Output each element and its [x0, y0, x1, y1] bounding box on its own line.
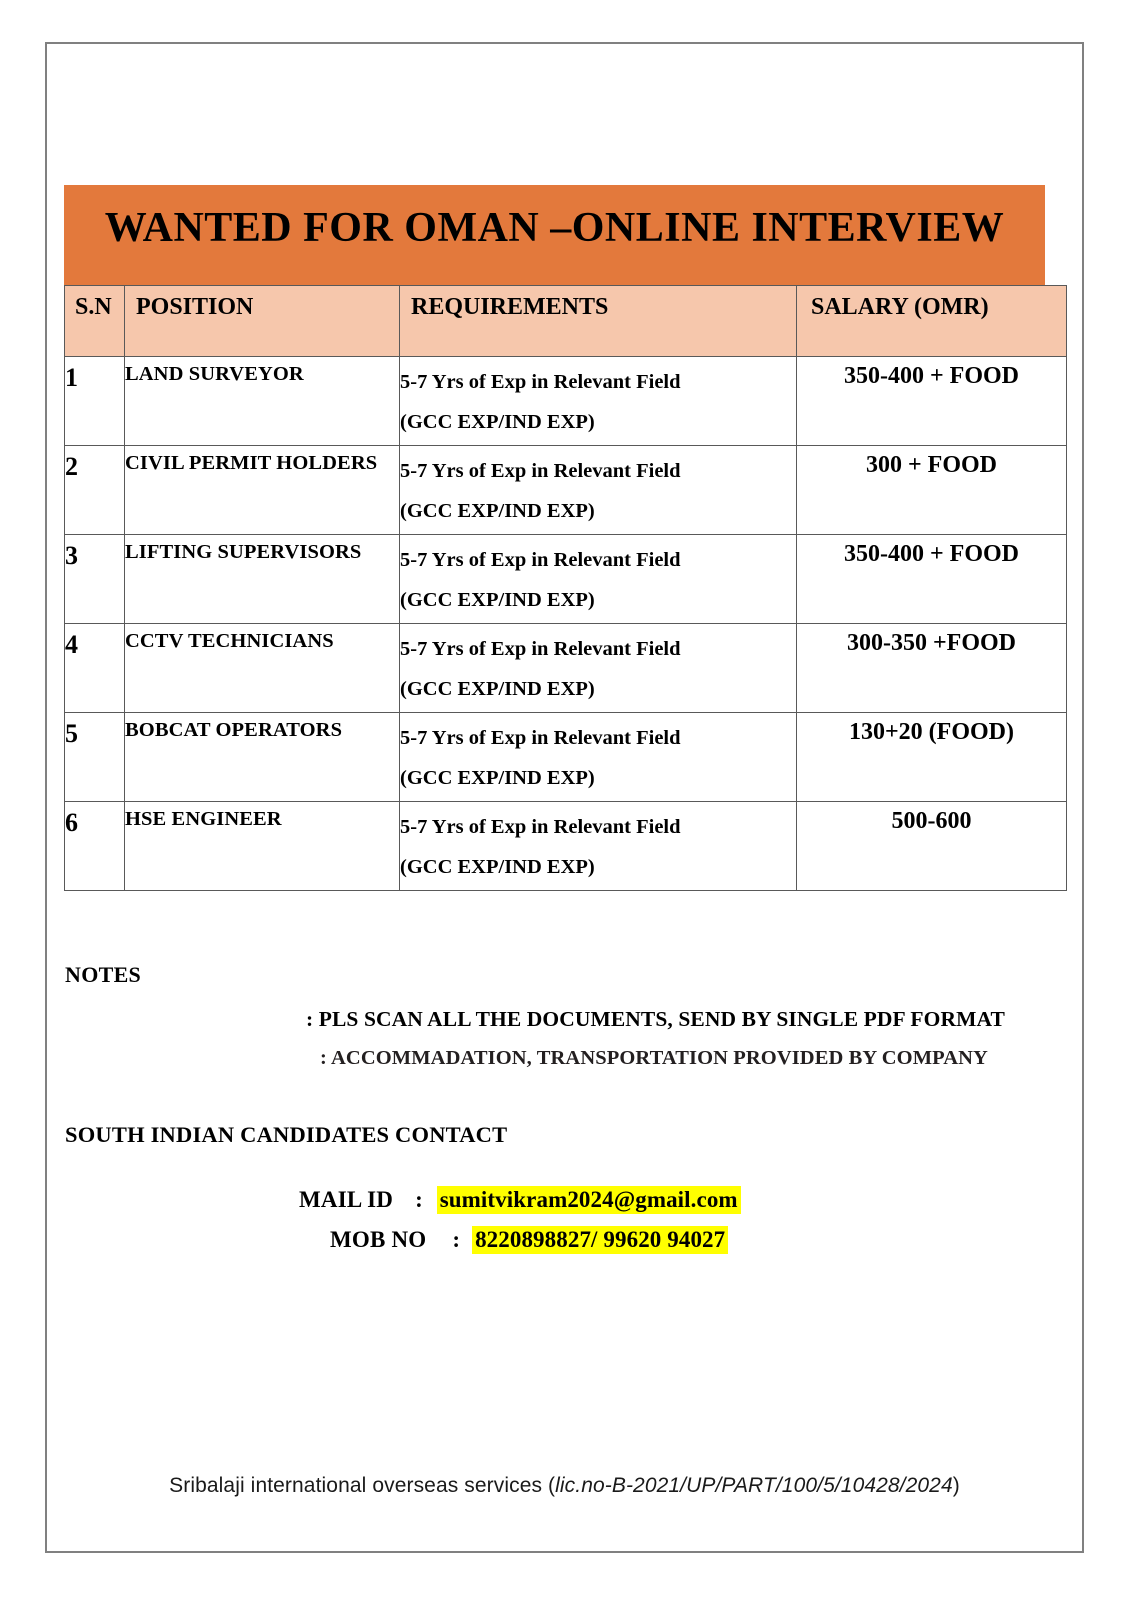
cell-salary: 350-400 + FOOD — [797, 357, 1067, 446]
notes-heading: NOTES — [65, 962, 142, 987]
mail-id-label: MAIL ID — [299, 1187, 394, 1212]
cell-salary: 300-350 +FOOD — [797, 624, 1067, 713]
table-row — [65, 624, 1067, 713]
mob-no-value[interactable]: 8220898827/ 99620 94027 — [472, 1226, 728, 1254]
cell-sn: 4 — [65, 624, 125, 713]
page-title: WANTED FOR OMAN –ONLINE INTERVIEW — [104, 205, 1005, 251]
mob-no-colon: : — [452, 1227, 461, 1252]
cell-salary: 130+20 (FOOD) — [797, 713, 1067, 802]
requirement-line-1: 5-7 Yrs of Exp in Relevant Field — [400, 371, 681, 393]
requirement-line-2: (GCC EXP/IND EXP) — [400, 588, 595, 611]
cell-position: HSE ENGINEER — [125, 802, 400, 891]
cell-requirements — [400, 357, 797, 446]
cell-sn: 2 — [65, 446, 125, 535]
requirement-line-1: 5-7 Yrs of Exp in Relevant Field — [400, 460, 681, 482]
cell-position: BOBCAT OPERATORS — [125, 713, 400, 802]
contact-row-mail — [299, 1186, 741, 1214]
requirement-line-1: 5-7 Yrs of Exp in Relevant Field — [400, 638, 681, 660]
cell-position: LAND SURVEYOR — [125, 357, 400, 446]
cell-salary: 500-600 — [797, 802, 1067, 891]
cell-requirements — [400, 624, 797, 713]
requirement-line-2: (GCC EXP/IND EXP) — [400, 855, 595, 878]
cell-requirements — [400, 802, 797, 891]
requirement-line-2: (GCC EXP/IND EXP) — [400, 677, 595, 700]
requirement-line-2: (GCC EXP/IND EXP) — [400, 499, 595, 522]
requirement-line-2: (GCC EXP/IND EXP) — [400, 766, 595, 789]
mail-id-value[interactable]: sumitvikram2024@gmail.com — [437, 1186, 741, 1214]
cell-sn: 6 — [65, 802, 125, 891]
mob-no-label: MOB NO — [330, 1227, 427, 1252]
footer-closing-paren: ) — [952, 1474, 960, 1497]
document-page — [45, 42, 1084, 1553]
note-line-accommodation: : ACCOMMADATION, TRANSPORTATION PROVIDED BY COMPANY — [320, 1047, 988, 1069]
note-line-scan-documents: : PLS SCAN ALL THE DOCUMENTS, SEND BY SINGLE PDF FORMAT — [306, 1007, 1005, 1031]
table-row — [65, 446, 1067, 535]
column-header-position: POSITION — [125, 286, 400, 357]
table-header-row — [65, 286, 1067, 357]
table-row — [65, 535, 1067, 624]
footer-license-number: lic.no-B-2021/UP/PART/100/5/10428/2024 — [555, 1474, 953, 1497]
cell-position: CCTV TECHNICIANS — [125, 624, 400, 713]
table-row — [65, 802, 1067, 891]
mail-id-colon: : — [415, 1187, 423, 1212]
cell-sn: 3 — [65, 535, 125, 624]
column-header-salary: SALARY (OMR) — [797, 286, 1067, 357]
cell-position: CIVIL PERMIT HOLDERS — [125, 446, 400, 535]
table-row — [65, 713, 1067, 802]
cell-salary: 350-400 + FOOD — [797, 535, 1067, 624]
requirement-line-1: 5-7 Yrs of Exp in Relevant Field — [400, 816, 681, 838]
requirement-line-2: (GCC EXP/IND EXP) — [400, 410, 595, 433]
footer-company-license — [47, 1474, 1082, 1498]
requirement-line-1: 5-7 Yrs of Exp in Relevant Field — [400, 727, 681, 749]
cell-sn: 1 — [65, 357, 125, 446]
footer-company-name: Sribalaji international overseas services ( — [169, 1474, 556, 1497]
requirement-line-1: 5-7 Yrs of Exp in Relevant Field — [400, 549, 681, 571]
contact-row-mobile — [330, 1226, 728, 1254]
contact-heading: SOUTH INDIAN CANDIDATES CONTACT — [65, 1122, 508, 1147]
column-header-sn: S.N — [65, 286, 125, 357]
cell-requirements — [400, 535, 797, 624]
cell-requirements — [400, 446, 797, 535]
job-vacancies-table — [64, 285, 1067, 891]
banner-header — [64, 185, 1045, 285]
cell-salary: 300 + FOOD — [797, 446, 1067, 535]
cell-requirements — [400, 713, 797, 802]
table-row — [65, 357, 1067, 446]
column-header-requirements: REQUIREMENTS — [400, 286, 797, 357]
cell-position: LIFTING SUPERVISORS — [125, 535, 400, 624]
cell-sn: 5 — [65, 713, 125, 802]
